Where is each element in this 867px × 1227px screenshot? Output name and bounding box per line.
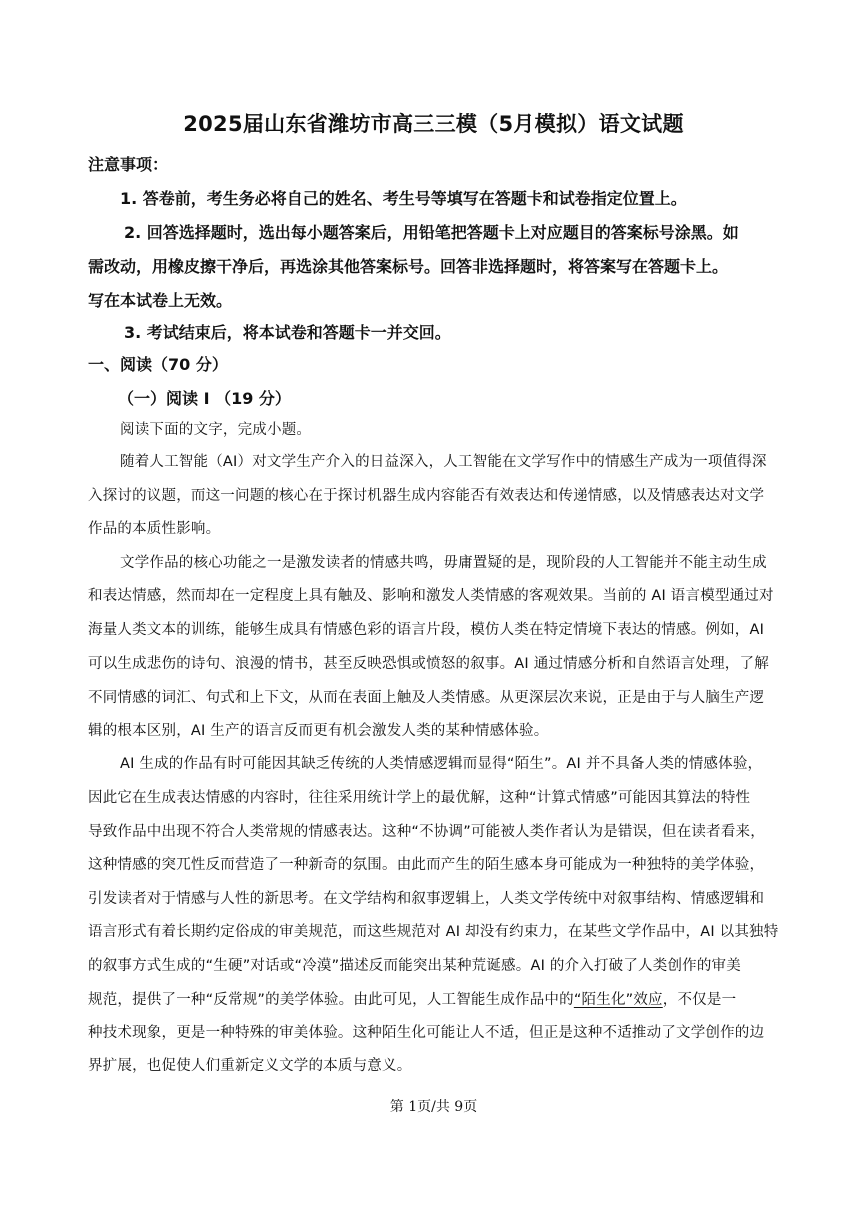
- paragraph-3-line-6: 语言形式有着长期约定俗成的审美规范，而这些规范对 AI 却没有约束力，在某些文学作品中，AI 以其独特: [88, 924, 779, 940]
- paragraph-2-line-2: 和表达情感，然而却在一定程度上具有触及、影响和激发人类情感的客观效果。当前的 AI 语言模型通过对: [88, 588, 774, 604]
- paragraph-3-line-1: AI 生成的作品有时可能因其缺乏传统的人类情感逻辑而显得“陌生”。AI 并不具备人类的情感体验，: [120, 756, 763, 772]
- notice-heading: 注意事项：: [88, 155, 169, 174]
- paragraph-3-line-2: 因此它在生成表达情感的内容时，往往采用统计学上的最优解，这种“计算式情感”可能因其算法的特性: [88, 790, 751, 806]
- notice-item-3: 3. 考试结束后，将本试卷和答题卡一并交回。: [124, 323, 451, 342]
- page-title: 2025届山东省潍坊市高三三模（5月模拟）语文试题: [183, 112, 684, 136]
- section-heading-reading: 一、阅读（70 分）: [88, 355, 228, 374]
- paragraph-3-line-4: 这种情感的突兀性反而营造了一种新奇的氛围。由此而产生的陌生感本身可能成为一种独特的美学体验，: [88, 857, 765, 873]
- paragraph-3-line-3: 导致作品中出现不符合人类常规的情感表达。这种“不协调”可能被人类作者认为是错误，但在读者看来，: [88, 824, 765, 840]
- notice-item-1: 1. 答卷前，考生务必将自己的姓名、考生号等填写在答题卡和试卷指定位置上。: [120, 189, 687, 208]
- underlined-phrase-defamiliarization: “陌生化”效应: [573, 992, 663, 1008]
- paragraph-3-line-8: [88, 988, 736, 1009]
- paragraph-3-line-8-text-b: ，不仅是一: [662, 992, 737, 1008]
- paragraph-2-line-3: 海量人类文本的训练，能够生成具有情感色彩的语言片段，模仿人类在特定情境下表达的情感。例如，AI: [88, 622, 765, 638]
- paragraph-1-line-2: 入探讨的议题，而这一问题的核心在于探讨机器生成内容能否有效表达和传递情感，以及情感表达对文学: [88, 488, 765, 504]
- page-number-footer: 第 1页/共 9页: [389, 1099, 478, 1115]
- paragraph-3-line-7: 的叙事方式生成的“生硬”对话或“冷漠”描述反而能突出某种荒诞感。AI 的介入打破了人类创作的审美: [88, 958, 741, 974]
- subsection-heading-reading-1: （一）阅读 I （19 分）: [118, 389, 291, 408]
- paragraph-3-line-8-text-a: 规范，提供了一种“反常规”的美学体验。由此可见，人工智能生成作品中的: [88, 992, 574, 1008]
- reading-instruction: 阅读下面的文字，完成小题。: [120, 422, 312, 438]
- paragraph-2-line-6: 辑的根本区别，AI 生产的语言反而更有机会激发人类的某种情感体验。: [88, 723, 549, 739]
- paragraph-2-line-1: 文学作品的核心功能之一是激发读者的情感共鸣，毋庸置疑的是，现阶段的人工智能并不能主动生成: [120, 555, 767, 571]
- paragraph-3-line-9: 种技术现象，更是一种特殊的审美体验。这种陌生化可能让人不适，但正是这种不适推动了文学创作的边: [88, 1025, 765, 1041]
- notice-item-2-line-1: 2. 回答选择题时，选出每小题答案后，用铅笔把答题卡上对应题目的答案标号涂黑。如: [124, 223, 739, 242]
- paragraph-2-line-5: 不同情感的词汇、句式和上下文，从而在表面上触及人类情感。从更深层次来说，正是由于与人脑生产逻: [88, 690, 765, 706]
- paragraph-1-line-3: 作品的本质性影响。: [88, 521, 221, 537]
- notice-item-2-line-3: 写在本试卷上无效。: [88, 291, 233, 310]
- notice-item-2-line-2: 需改动，用橡皮擦干净后，再选涂其他答案标号。回答非选择题时，将答案写在答题卡上。: [88, 257, 729, 276]
- paragraph-1-line-1: 随着人工智能（AI）对文学生产介入的日益深入，人工智能在文学写作中的情感生产成为一项值得深: [120, 454, 767, 470]
- paragraph-3-line-10: 界扩展，也促使人们重新定义文学的本质与意义。: [88, 1058, 412, 1074]
- paragraph-2-line-4: 可以生成悲伤的诗句、浪漫的情书，甚至反映恐惧或愤怒的叙事。AI 通过情感分析和自然语言处理，了解: [88, 656, 769, 672]
- paragraph-3-line-5: 引发读者对于情感与人性的新思考。在文学结构和叙事逻辑上，人类文学传统中对叙事结构、情感逻辑和: [88, 891, 765, 907]
